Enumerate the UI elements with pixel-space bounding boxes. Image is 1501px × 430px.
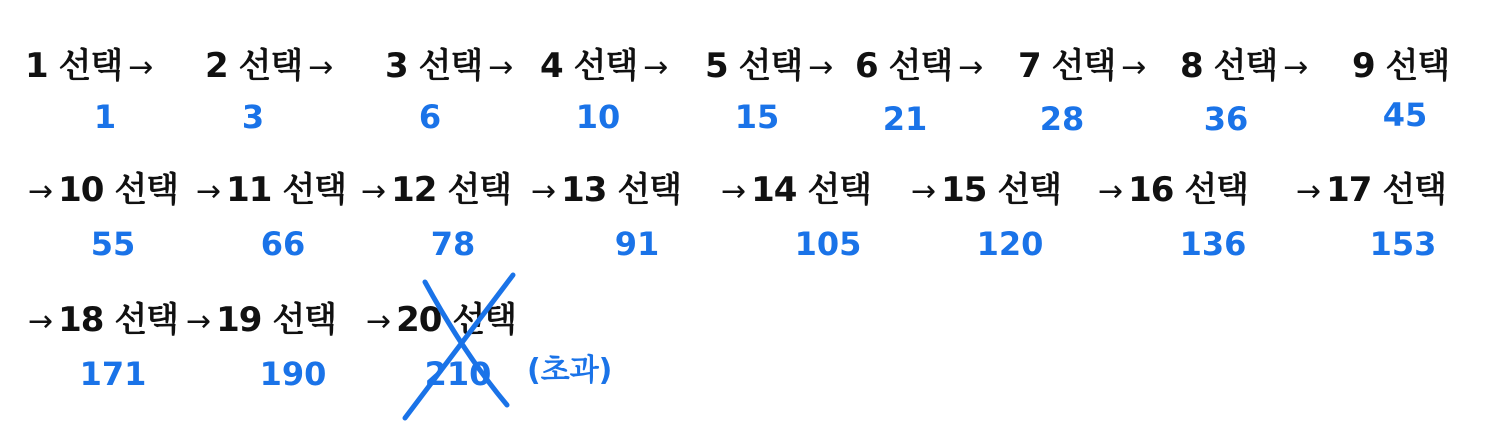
sum-10: 55 [90, 225, 136, 263]
sum-14: 105 [794, 225, 862, 263]
sum-12: 78 [430, 225, 476, 263]
step-5: 5 선택 → [705, 46, 833, 86]
sum-2: 3 [241, 98, 265, 136]
exceed-note: (초과) [527, 353, 613, 388]
sum-8: 36 [1203, 100, 1249, 138]
step-9: 9 선택 [1352, 46, 1450, 86]
step-13: → 13 선택 [531, 170, 682, 210]
sum-11: 66 [260, 225, 306, 263]
step-3: 3 선택 → [385, 46, 513, 86]
sum-9: 45 [1382, 96, 1428, 134]
sum-16: 136 [1179, 225, 1247, 263]
step-6: 6 선택 → [855, 46, 983, 86]
sum-6: 21 [882, 100, 928, 138]
sum-1: 1 [93, 98, 117, 136]
row-1 [0, 38, 1501, 98]
sum-7: 28 [1039, 100, 1085, 138]
step-12: → 12 선택 [361, 170, 512, 210]
sum-4: 10 [575, 98, 621, 136]
sum-18: 171 [79, 355, 147, 393]
cross-stroke-1 [405, 275, 513, 418]
step-11: → 11 선택 [196, 170, 347, 210]
sum-13: 91 [614, 225, 660, 263]
sum-19: 190 [259, 355, 327, 393]
row-2 [0, 162, 1501, 222]
sum-5: 15 [734, 98, 780, 136]
step-14: → 14 선택 [721, 170, 872, 210]
step-10: → 10 선택 [28, 170, 179, 210]
step-18: → 18 선택 [28, 300, 179, 340]
sum-17: 153 [1369, 225, 1437, 263]
step-20: → 20 선택 [366, 300, 517, 340]
step-4: 4 선택 → [540, 46, 668, 86]
step-17: → 17 선택 [1296, 170, 1447, 210]
step-8: 8 선택 → [1180, 46, 1308, 86]
step-7: 7 선택 → [1018, 46, 1146, 86]
step-15: → 15 선택 [911, 170, 1062, 210]
step-19: → 19 선택 [186, 300, 337, 340]
sum-15: 120 [976, 225, 1044, 263]
row-3 [0, 292, 1501, 352]
sum-20-crossed: 210 [424, 355, 492, 393]
sum-3: 6 [418, 98, 442, 136]
step-1: 1 선택 → [25, 46, 153, 86]
step-16: → 16 선택 [1098, 170, 1249, 210]
step-2: 2 선택 → [205, 46, 333, 86]
cross-out-mark [395, 270, 520, 425]
